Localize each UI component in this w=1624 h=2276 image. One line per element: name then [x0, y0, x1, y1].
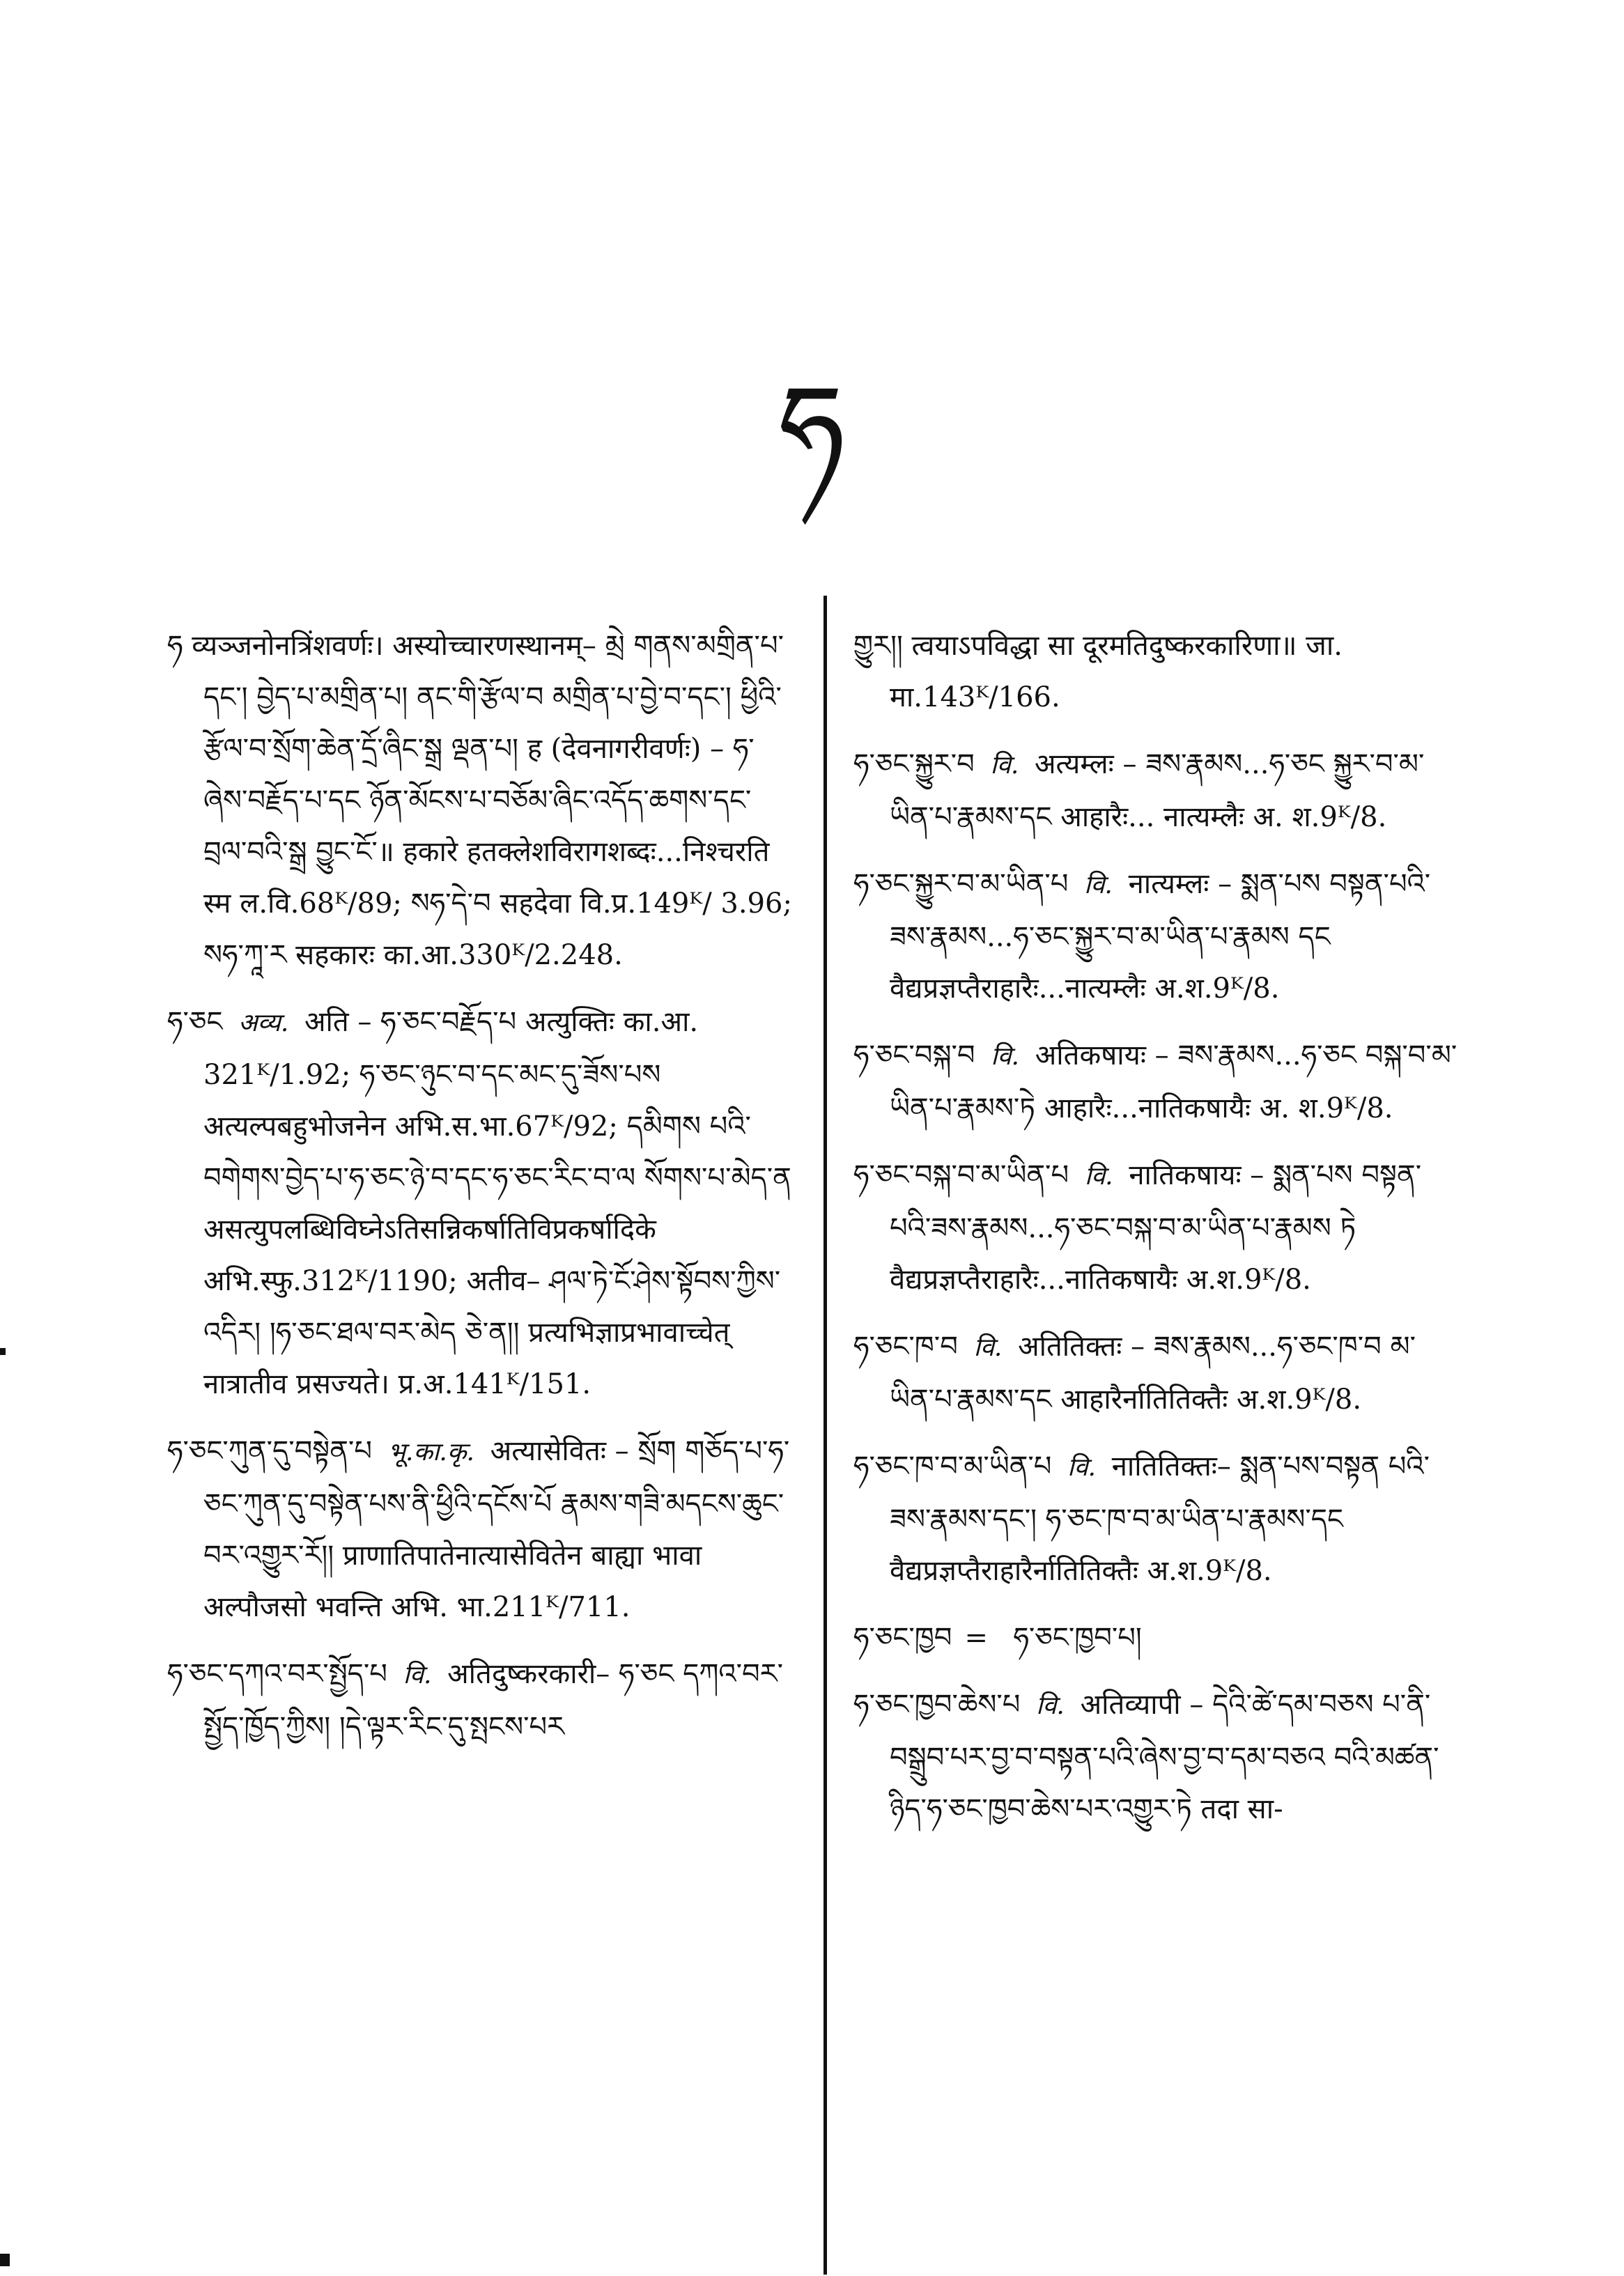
entry-text: नातिकषायः – སྨན་པས བསྟན་པའི་ཟས་རྣམས...ཧ་ཅང་བསྐ་བ་མ་ཡིན་པ་རྣམས ཏེ वैद्यप्रज्ञप्तैराहारैः...नातिकषायैः अ.श.9ᴷ/8.: [890, 1159, 1422, 1296]
dictionary-entry: [853, 1441, 1460, 1597]
dictionary-entry: [167, 1648, 794, 1753]
entry-text: अतिकषायः – ཟས་རྣམས...ཧ་ཅང བསྐ་བ་མ་ཡིན་པ་རྣམས་ཏེ आहारैः...नातिकषायैः अ. श.9ᴷ/8.: [890, 1039, 1457, 1124]
entry-pos: वि.: [1084, 871, 1113, 899]
entry-pos: वि.: [403, 1661, 432, 1689]
dictionary-entry: [853, 1679, 1460, 1835]
page-section-letter: ཧ: [778, 359, 846, 497]
entry-pos: भू.का.कृ.: [387, 1438, 474, 1466]
scan-mark: [0, 1348, 6, 1355]
dictionary-entry: [167, 620, 794, 981]
entry-text: नात्यम्लः – སྨན་པས བསྟན་པའི་ཟས་རྣམས...ཧ་ཅང་སྐྱུར་བ་མ་ཡིན་པ་རྣམས དང वैद्यप्रज्ञप्तैराहारैः...नात्यम्लैः अ.श.9ᴷ/8.: [890, 868, 1431, 1005]
entry-headword: ཧ་ཅང་ཀུན་དུ་བསྟེན་པ: [167, 1435, 372, 1467]
entry-headword: ཧ: [167, 630, 183, 662]
entry-headword: ཧ་ཅང་ཁ་བ་མ་ཡིན་པ: [853, 1450, 1052, 1483]
entry-pos: वि.: [1067, 1453, 1096, 1482]
dictionary-entry: [853, 738, 1460, 843]
entry-text: नातितिक्तः– སྨན་པས་བསྟན པའི་ཟས་རྣམས་དང་། ཧ་ཅང་ཁ་བ་མ་ཡིན་པ་རྣམས་དང वैद्यप्रज्ञप्तैराहारैर्नातितिक्तैः अ.श.9ᴷ/8.: [890, 1450, 1430, 1587]
cross-reference-entry: ཧ་ཅང་ཁྱབ = ཧ་ཅང་ཁྱབ་པ།: [853, 1612, 1460, 1664]
dictionary-entry-continued: [853, 620, 1460, 723]
entry-text: གྱུར།། त्वयाऽपविद्धा सा दूरमतिदुष्करकारिणा॥ जा. मा.143ᴷ/166.: [853, 630, 1343, 713]
dictionary-entry: [167, 1425, 794, 1633]
cross-reference-target: ཧ་ཅང་ཁྱབ་པ།: [1013, 1622, 1142, 1654]
entry-pos: वि.: [1036, 1691, 1065, 1720]
entry-text: अत्यम्लः – ཟས་རྣམས...ཧ་ཅང སྐྱུར་བ་མ་ཡིན་པ་རྣམས་དང आहारैः... नात्यम्लैः अ. श.9ᴷ/8.: [890, 748, 1425, 833]
dictionary-entry: [853, 858, 1460, 1014]
entry-text: अत्यासेवितः – སྲོག གཅོད་པ་ཧ་ཅང་ཀུན་དུ་བསྟེན་པས་ནི་ཕྱིའི་དངོས་པོ རྣམས་གཟི་མདངས་ཆུང་བར་འགྱུར་རོ།། प्राणातिपातेनात्यासेवितेन बाह्या भावा अल्पौजसो भवन्ति अभि. भा.211ᴷ/711.: [203, 1435, 790, 1623]
entry-pos: अव्य.: [238, 1009, 289, 1037]
entry-pos: वि.: [991, 1042, 1019, 1071]
column-divider: [823, 596, 827, 2275]
dictionary-entry: [853, 1321, 1460, 1425]
entry-headword: ཧ་ཅང་སྐྱུར་བ: [853, 748, 975, 780]
dictionary-entry: [853, 1030, 1460, 1134]
left-column: [167, 620, 794, 1768]
entry-text: व्यञ्जनोनत्रिंशवर्णः। अस्योच्चारणस्थानम्– མྲེ གནས་མགྲིན་པ་དང་། བྱེད་པ་མགྲིན་པ། ནང་གི་རྩོལ་བ མགྲིན་པ་བྱེ་བ་དང་། ཕྱིའི་རྩོལ་བ་སྲོག་ཆེན་དྲོ་ཞིང་སྒྲ ལྡན་པ། ह (देवनागरीवर्णः) – ཧ་ཞེས་བརྗོད་པ་དང ཉོན་མོངས་པ་བཅོམ་ཞིང་འདོད་ཆགས་དང་བྲལ་བའི་སྒྲ བྱུང་ངོ་॥ हकारे हतक्लेशविरागशब्दः...निश्चरति स्म ल.वि.68ᴷ/89; སཧ་དེ་བ सहदेवा वि.प्र.149ᴷ/ 3.96; སཧ་ཀཱ་ར सहकारः का.आ.330ᴷ/2.248.: [192, 630, 792, 971]
entry-text: अतितिक्तः – ཟས་རྣམས...ཧ་ཅང་ཁ་བ མ་ཡིན་པ་རྣམས་དང आहारैर्नातितिक्तैः अ.श.9ᴷ/8.: [890, 1331, 1416, 1416]
dictionary-entry: [853, 1149, 1460, 1306]
entry-headword: ཧ་ཅང་སྐྱུར་བ་མ་ཡིན་པ: [853, 868, 1069, 900]
entry-text: अति – ཧ་ཅང་བརྗོད་པ अत्युक्तिः का.आ. 321ᴷ/1.92; ཧ་ཅང་ཉུང་བ་དང་མང་དུ་ཟོས་པས अत्यल्पबहुभोजनेन अभि.स.भा.67ᴷ/92; དམིགས པའི་བགེགས་བྱེད་པ་ཧ་ཅང་ཉེ་བ་དང་ཧ་ཅང་རིང་བ་ལ སོགས་པ་མེད་ན असत्युपलब्धिविघ्नेऽतिसन्निकर्षातिविप्रकर्षादिके अभि.स्फु.312ᴷ/1190; अतीव– ཤལ་ཏེ་ངོ་ཤེས་སྟོབས་ཀྱིས་འདིར། །ཧ་ཅང་ཐལ་བར་མེད ཅེ་ན།། प्रत्यभिज्ञाप्रभावाच्चेत् नात्रातीव प्रसज्यते। प्र.अ.141ᴷ/151.: [203, 1006, 791, 1400]
entry-pos: वि.: [990, 751, 1019, 780]
scan-mark: [0, 2254, 10, 2266]
entry-pos: वि.: [1084, 1162, 1113, 1191]
entry-pos: वि.: [973, 1333, 1003, 1362]
entry-text: अतिव्यापी – དེའི་ཚེ་དམ་བཅས པ་ནི་བསྒྲུབ་པར་བྱ་བ་བསྟན་པའི་ཞེས་བྱ་བ་དམ་བཅའ བའི་མཚན་ཉིད་ཧ་ཅང་ཁྱབ་ཆེས་པར་འགྱུར་ཏེ तदा सा-: [890, 1689, 1439, 1825]
entry-text: अतिदुष्करकारी– ཧ་ཅང དཀའ་བར་སྤྱོད་ཁྱོད་ཀྱིས། །དེ་ལྟར་རིང་དུ་སྤངས་པར: [203, 1658, 783, 1743]
entry-headword: ཧ་ཅང་དཀའ་བར་སྤྱོད་པ: [167, 1658, 387, 1690]
entry-headword: ཧ་ཅང་ཁྱབ་ཆེས་པ: [853, 1689, 1021, 1721]
entry-headword: ཧ་ཅང་བསྐ་བ: [853, 1039, 975, 1071]
entry-headword: ཧ་ཅང་ཁྱབ: [853, 1622, 952, 1654]
entry-headword: ཧ་ཅང་བསྐ་བ་མ་ཡིན་པ: [853, 1159, 1069, 1191]
entry-headword: ཧ་ཅང་ཁ་བ: [853, 1331, 958, 1363]
dictionary-entry: [167, 996, 794, 1410]
right-column: [853, 620, 1460, 1850]
entry-headword: ཧ་ཅང: [167, 1006, 223, 1038]
